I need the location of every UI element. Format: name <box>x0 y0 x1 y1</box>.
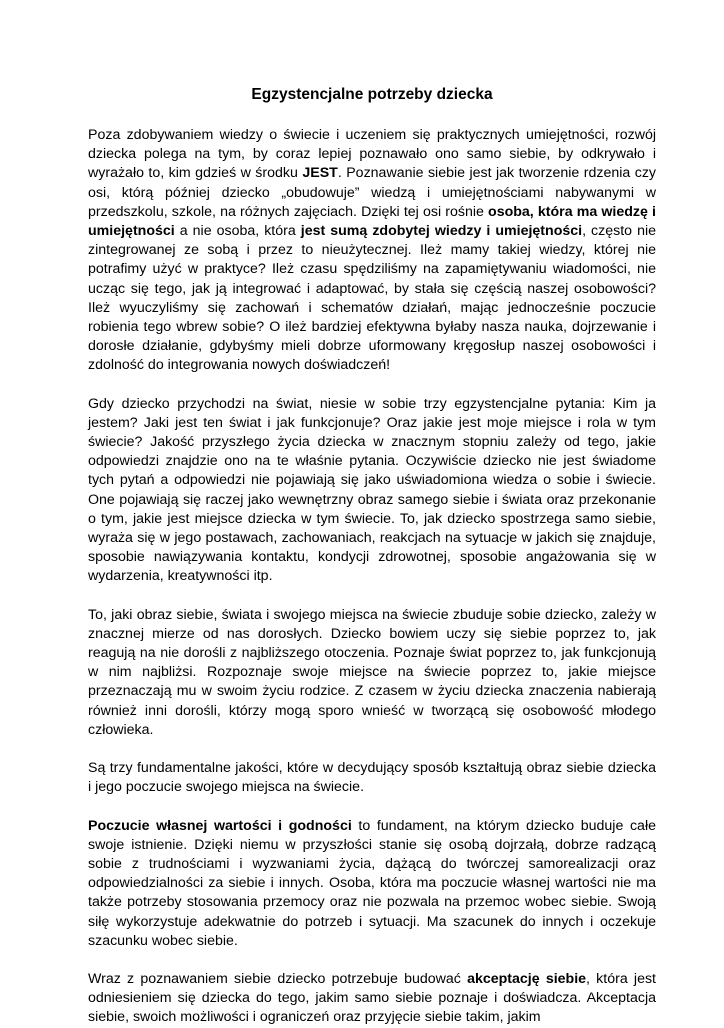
paragraph <box>88 970 656 1028</box>
paragraph <box>88 395 656 587</box>
text-run: , często nie zintegrowanej ze sobą i przez to nieużytecznej. Ileż mamy takiej wiedzy, której nie potrafimy użyć w praktyce? Ileż czasu spędziliśmy na zapamiętywaniu wiadomości, nie ucząc się tego, jak ją integrować i adaptować, by stała się częścią naszej osobowości? Ileż wyuczyliśmy się zachowań i schematów działań, mając jednocześnie poczucie robienia tego wbrew sobie? O ileż bardziej efektywna byłaby nasza nauka, dojrzewanie i dorosłe działanie, gdybyśmy mieli dobrze uformowany kręgosłup naszej osobowości i zdolność do integrowania nowych doświadczeń! <box>88 223 657 374</box>
text-run: . Poznawanie siebie jest jak tworzenie rdzenia czy osi, którą później dziecko „obudowuje” wiedzą i umiejętnościami nabywanymi w przedszkolu, szkole, na różnych zajęciach. Dzięki tej osi rośnie <box>88 165 656 220</box>
text-run: Są trzy fundamentalne jakości, które w decydujący sposób kształtują obraz siebie dziecka i jego poczucie swojego miejsca na świecie. <box>88 760 656 796</box>
document-title: Egzystencjalne potrzeby dziecka <box>251 86 493 103</box>
bold-text-run: JEST <box>302 165 338 182</box>
paragraph <box>88 759 656 797</box>
text-run: Poza zdobywaniem wiedzy o świecie i uczeniem się praktycznych umiejętności, rozwój dziecka polega na tym, by coraz lepiej poznawało ono samo siebie, by odkrywało i wyrażało to, kim gdzieś w środku <box>88 127 656 182</box>
text-run: To, jaki obraz siebie, świata i swojego miejsca na świecie zbuduje sobie dziecko, zależy w znacznej mierze od nas dorosłych. Dziecko bowiem uczy się siebie poprzez to, jak reagują na nie dorośli z najbliższego otoczenia. Poznaje świat poprzez to, jak funkcjonują w nim najbliżsi. Rozpoznaje swoje miejsce na świecie poprzez to, jakie miejsce przeznaczają mu w swoim życiu rodzice. Z czasem w życiu dziecka znaczenia nabierają również inni dorośli, którzy mogą sporo wnieść w tworzącą się osobowość młodego człowieka. <box>88 606 656 738</box>
bold-text-run: jest sumą zdobytej wiedzy i umiejętności <box>300 223 583 240</box>
text-run: Wraz z poznawaniem siebie dziecko potrzebuje budować <box>88 970 468 987</box>
bold-text-run: Poczucie własnej wartości i godności <box>88 817 352 834</box>
text-run: Gdy dziecko przychodzi na świat, niesie w sobie trzy egzystencjalne pytania: Kim ja jestem? Jaki jest ten świat i jak funkcjonuje? Oraz jakie jest moje miejsce i rola w tym świecie? Jakość przyszłego życia dziecka w znacznym stopniu zależy od tego, jakie odpowiedzi znajdzie ono na te właśnie pytania. Oczywiście dziecko nie jest świadome tych pytań a odpowiedzi nie pojawiają się jako uświadomiona wiedza o sobie i świecie. One pojawiają się raczej jako wewnętrzny obraz samego siebie i świata oraz przekonanie o tym, jakie jest miejsce dziecka w tym świecie. To, jak dziecko spostrzega samo siebie, wyraża się w jego postawach, zachowaniach, reakcjach na sytuacje w jakich się znajduje, sposobie nawiązywania kontaktu, kondycji zdrowotnej, sposobie angażowania się w wydarzenia, kreatywności itp. <box>88 395 656 585</box>
paragraph <box>88 606 656 740</box>
text-run: to fundament, na którym dziecko buduje całe swoje istnienie. Dzięki niemu w przyszłości stanie się osobą dojrzałą, dobrze radzącą sobie z trudnościami i wyzwaniami życia, dążącą do twórczej samorealizacji oraz odpowiedzialności za siebie i innych. Osoba, która ma poczucie własnej wartości nie ma także potrzeby stosowania przemocy oraz nie pozwala na przemoc wobec siebie. Swoją siłę wykorzystuje adekwatnie do potrzeb i sytuacji. Ma szacunek do innych i oczekuje szacunku wobec siebie. <box>88 817 656 949</box>
bold-text-run: osoba, która ma wiedzę i umiejętności <box>88 203 656 240</box>
text-run: , która jest odniesieniem się dziecka do tego, jakim samo siebie poznaje i doświadcza. Akceptacja siebie, swoich możliwości i ograniczeń oraz przyjęcie siebie takim, jakim <box>88 970 656 1026</box>
paragraph <box>88 817 656 951</box>
paragraph <box>88 126 656 376</box>
bold-text-run: akceptację siebie <box>467 970 587 987</box>
document-body <box>88 126 656 1028</box>
text-run: a nie osoba, która <box>174 223 301 240</box>
